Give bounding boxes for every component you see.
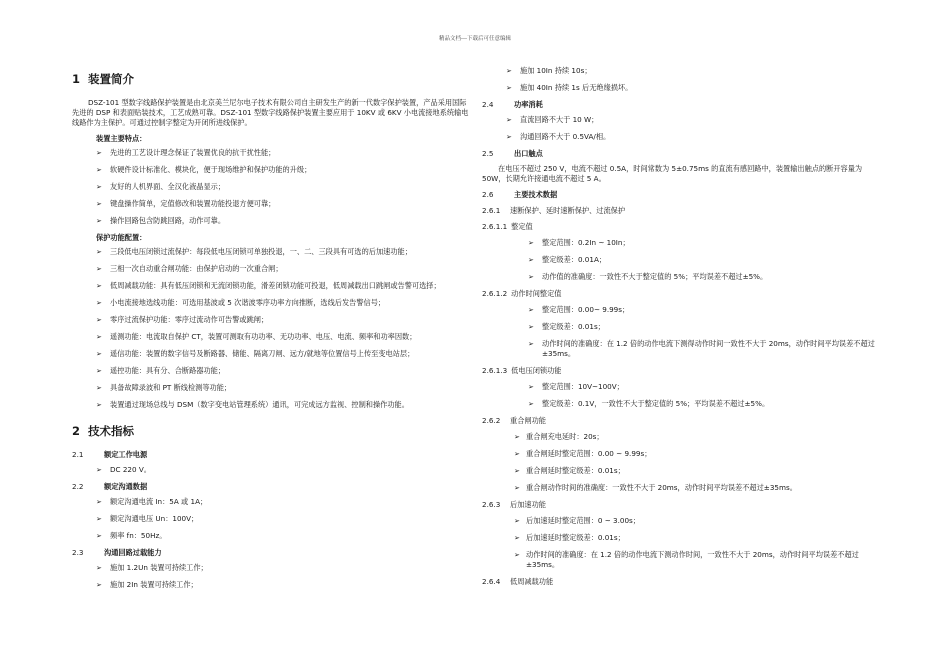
list-item: ➢ 动作时间的准确度：在 1.2 倍的动作电流下测动作时间，一致性不大于 20ms，动作时间平均误差不超过±35ms。 (514, 550, 859, 569)
arrow-bullet-icon: ➢ (528, 340, 534, 348)
section-title: 技术指标 (88, 424, 134, 438)
arrow-bullet-icon: ➢ (514, 534, 520, 542)
list-item: ➢ 额定沟通电流 In：5A 或 1A； (96, 497, 208, 506)
list-item: ➢ 施加 1.2Un 装置可持续工作； (96, 563, 208, 572)
arrow-bullet-icon: ➢ (96, 149, 102, 157)
list-item: ➢ 整定级差：0.1V，一致性不大于整定值的 5%；平均误差不超过±5%。 (528, 399, 770, 408)
list-item: ➢ 频率 fn：50Hz。 (96, 531, 167, 540)
arrow-bullet-icon: ➢ (96, 466, 102, 474)
arrow-bullet-icon: ➢ (514, 551, 520, 559)
list-item: ➢ 具备故障录波和 PT 断线检测等功能； (96, 383, 232, 392)
list-item: ➢ 友好的人机界面、全汉化液晶显示； (96, 182, 226, 191)
arrow-bullet-icon: ➢ (96, 282, 102, 290)
arrow-bullet-icon: ➢ (506, 67, 512, 75)
features-heading: 装置主要特点： (96, 134, 147, 143)
list-item: ➢ 额定沟通电压 Un：100V； (96, 514, 199, 523)
list-item: ➢ 遥信功能：装置的数字信号及断路器、储能、隔离刀闸、远方/就地等位置信号上传至变电站层； (96, 349, 415, 358)
subsection-2-3-heading: 2.3 沟通回路过载能力 (72, 548, 162, 557)
list-item: ➢ 三段低电压闭锁过流保护：每段低电压闭锁可单独投退，一、二、三段具有可选的后加速功能； (96, 247, 412, 256)
list-item: ➢ 先进的工艺设计理念保证了装置优良的抗干扰性能； (96, 148, 276, 157)
list-item: ➢ 重合闸充电延时：20s； (514, 432, 604, 441)
subsection-2-4-heading: 2.4 功率消耗 (482, 100, 543, 109)
protection-heading: 保护功能配置： (96, 233, 147, 242)
arrow-bullet-icon: ➢ (528, 273, 534, 281)
protection-list (72, 247, 470, 410)
section-number: 2 (72, 424, 81, 438)
arrow-bullet-icon: ➢ (514, 467, 520, 475)
arrow-bullet-icon: ➢ (96, 316, 102, 324)
s2-6-1-1-list (482, 238, 882, 282)
list-item: ➢ 沟通回路不大于 0.5VA/相。 (506, 132, 611, 141)
list-item: ➢ 施加 40In 持续 1s 后无绝缘损坏。 (506, 83, 633, 92)
arrow-bullet-icon: ➢ (514, 517, 520, 525)
arrow-bullet-icon: ➢ (506, 84, 512, 92)
section-title: 装置简介 (88, 72, 134, 86)
arrow-bullet-icon: ➢ (96, 350, 102, 358)
arrow-bullet-icon: ➢ (506, 133, 512, 141)
arrow-bullet-icon: ➢ (528, 383, 534, 391)
arrow-bullet-icon: ➢ (96, 248, 102, 256)
subsection-2-6-1-2-heading: 2.6.1.2 动作时间整定值 (482, 289, 562, 298)
arrow-bullet-icon: ➢ (96, 581, 102, 589)
list-item: ➢ 施加 10In 持续 10s； (506, 66, 592, 75)
section-number: 1 (72, 72, 81, 86)
s2-5-paragraph: 在电压不超过 250 V，电流不超过 0.5A，时间常数为 5±0.75ms 的直流有感回路中，装置输出触点的断开容量为 50W，长期允许接通电流不超过 5 A。 (482, 164, 863, 183)
watermark-header: 精品文档---下载后可任意编辑 (439, 36, 511, 42)
arrow-bullet-icon: ➢ (514, 484, 520, 492)
list-item: ➢ 施加 2In 装置可持续工作； (96, 580, 198, 589)
arrow-bullet-icon: ➢ (96, 333, 102, 341)
list-item: ➢ 整定级差：0.01s； (528, 322, 605, 331)
arrow-bullet-icon: ➢ (96, 401, 102, 409)
arrow-bullet-icon: ➢ (528, 256, 534, 264)
s2-6-3-list (482, 516, 882, 570)
list-item: ➢ 重合闸延时整定范围：0.00 ~ 9.99s； (514, 449, 652, 458)
s2-4-list (482, 115, 882, 142)
subsection-2-2-heading: 2.2 额定沟通数据 (72, 482, 148, 491)
arrow-bullet-icon: ➢ (96, 217, 102, 225)
list-item: ➢ 整定范围：10V~100V； (528, 382, 624, 391)
list-item: ➢ 零序过流保护功能：零序过流动作可告警或跳闸； (96, 315, 269, 324)
subsection-2-6-1-1-heading: 2.6.1.1 整定值 (482, 222, 533, 231)
list-item: ➢ 小电流接地选线功能：可选用基波或 5 次谐波零序功率方向推断，选线后发告警信号； (96, 298, 386, 307)
arrow-bullet-icon: ➢ (96, 498, 102, 506)
arrow-bullet-icon: ➢ (96, 515, 102, 523)
subsection-2-6-1-3-heading: 2.6.1.3 低电压闭锁功能 (482, 366, 562, 375)
s2-6-1-2-list (482, 305, 882, 359)
list-item: ➢ DC 220 V。 (96, 465, 151, 474)
subsection-2-5-heading: 2.5 出口触点 (482, 149, 543, 158)
arrow-bullet-icon: ➢ (528, 323, 534, 331)
arrow-bullet-icon: ➢ (96, 200, 102, 208)
list-item: ➢ 直流回路不大于 10 W； (506, 115, 599, 124)
s2-6-2-list (482, 432, 882, 493)
arrow-bullet-icon: ➢ (514, 433, 520, 441)
list-item: ➢ 重合闸动作时间的准确度：一致性不大于 20ms，动作时间平均误差不超过±35ms。 (514, 483, 797, 492)
s2-2-list (72, 497, 470, 541)
subsection-2-6-4-heading: 2.6.4 低周减载功能 (482, 577, 554, 586)
list-item: ➢ 整定范围：0.00~ 9.99s； (528, 305, 630, 314)
arrow-bullet-icon: ➢ (506, 116, 512, 124)
subsection-2-6-2-heading: 2.6.2 重合闸功能 (482, 416, 546, 425)
arrow-bullet-icon: ➢ (96, 166, 102, 174)
arrow-bullet-icon: ➢ (96, 564, 102, 572)
subsection-2-6-3-heading: 2.6.3 后加速功能 (482, 500, 546, 509)
arrow-bullet-icon: ➢ (96, 532, 102, 540)
list-item: ➢ 动作时间的准确度：在 1.2 倍的动作电流下测得动作时间一致性不大于 20ms，动作时间平均误差不超过±35ms。 (528, 339, 875, 358)
arrow-bullet-icon: ➢ (528, 400, 534, 408)
arrow-bullet-icon: ➢ (96, 367, 102, 375)
list-item: ➢ 低周减载功能：具有低压闭锁和无流闭锁功能，滑差闭锁功能可投退，低周减载出口跳闸或告警可选择； (96, 281, 441, 290)
list-item: ➢ 装置通过现场总线与 DSM（数字变电站管理系统）通讯，可完成远方监视、控制和操作功能。 (96, 400, 409, 409)
list-item: ➢ 三相一次自动重合闸功能：由保护启动的一次重合闸； (96, 264, 283, 273)
arrow-bullet-icon: ➢ (528, 239, 534, 247)
list-item: ➢ 键盘操作简单，定值修改和装置功能投退方便可靠； (96, 199, 276, 208)
list-item: ➢ 整定级差：0.01A； (528, 255, 607, 264)
subsection-2-6-heading: 2.6 主要技术数据 (482, 190, 558, 199)
s2-6-1-3-list (482, 382, 882, 409)
list-item: ➢ 重合闸延时整定级差：0.01s； (514, 466, 625, 475)
arrow-bullet-icon: ➢ (96, 299, 102, 307)
features-list (72, 148, 470, 226)
section-1-heading (72, 72, 470, 86)
arrow-bullet-icon: ➢ (96, 265, 102, 273)
list-item: ➢ 后加速延时整定级差：0.01s； (514, 533, 625, 542)
list-item: ➢ 操作回路包含防跳回路，动作可靠。 (96, 216, 226, 225)
s2-3-list-continued (482, 66, 882, 93)
arrow-bullet-icon: ➢ (528, 306, 534, 314)
arrow-bullet-icon: ➢ (96, 183, 102, 191)
list-item: ➢ 软硬件设计标准化、模块化，便于现场维护和保护功能的升级； (96, 165, 312, 174)
list-item: ➢ 遥测功能：电流取自保护 CT，装置可测取有功功率、无功功率、电压、电流、频率和功率因数； (96, 332, 417, 341)
intro-paragraph: DSZ-101 型数字线路保护装置是由北京美兰尼尔电子技术有限公司自主研发生产的新一代数字保护装置，产品采用国际先进的 DSP 和表面贴装技术，工艺成熟可靠。DSZ-101 型数字线路保护装置主要应用于 10KV 或 6KV 小电流接地系统输电线路作为主保护。可通过控制字整定为开闭所进线保护。 (72, 98, 469, 127)
right-column (482, 66, 882, 593)
arrow-bullet-icon: ➢ (514, 450, 520, 458)
subsection-2-1-heading: 2.1 额定工作电源 (72, 450, 148, 459)
left-column (72, 64, 470, 597)
s2-3-list (72, 563, 470, 590)
subsection-2-6-1-heading: 2.6.1 速断保护、延时速断保护、过流保护 (482, 206, 626, 215)
arrow-bullet-icon: ➢ (96, 384, 102, 392)
section-2-heading (72, 424, 470, 438)
list-item: ➢ 整定范围：0.2In ~ 10In； (528, 238, 630, 247)
list-item: ➢ 动作值的准确度：一致性不大于整定值的 5%；平均误差不超过±5%。 (528, 272, 768, 281)
list-item: ➢ 后加速延时整定范围：0 ~ 3.00s； (514, 516, 640, 525)
list-item: ➢ 遥控功能：具有分、合断路器功能； (96, 366, 226, 375)
s2-1-list (72, 465, 470, 475)
